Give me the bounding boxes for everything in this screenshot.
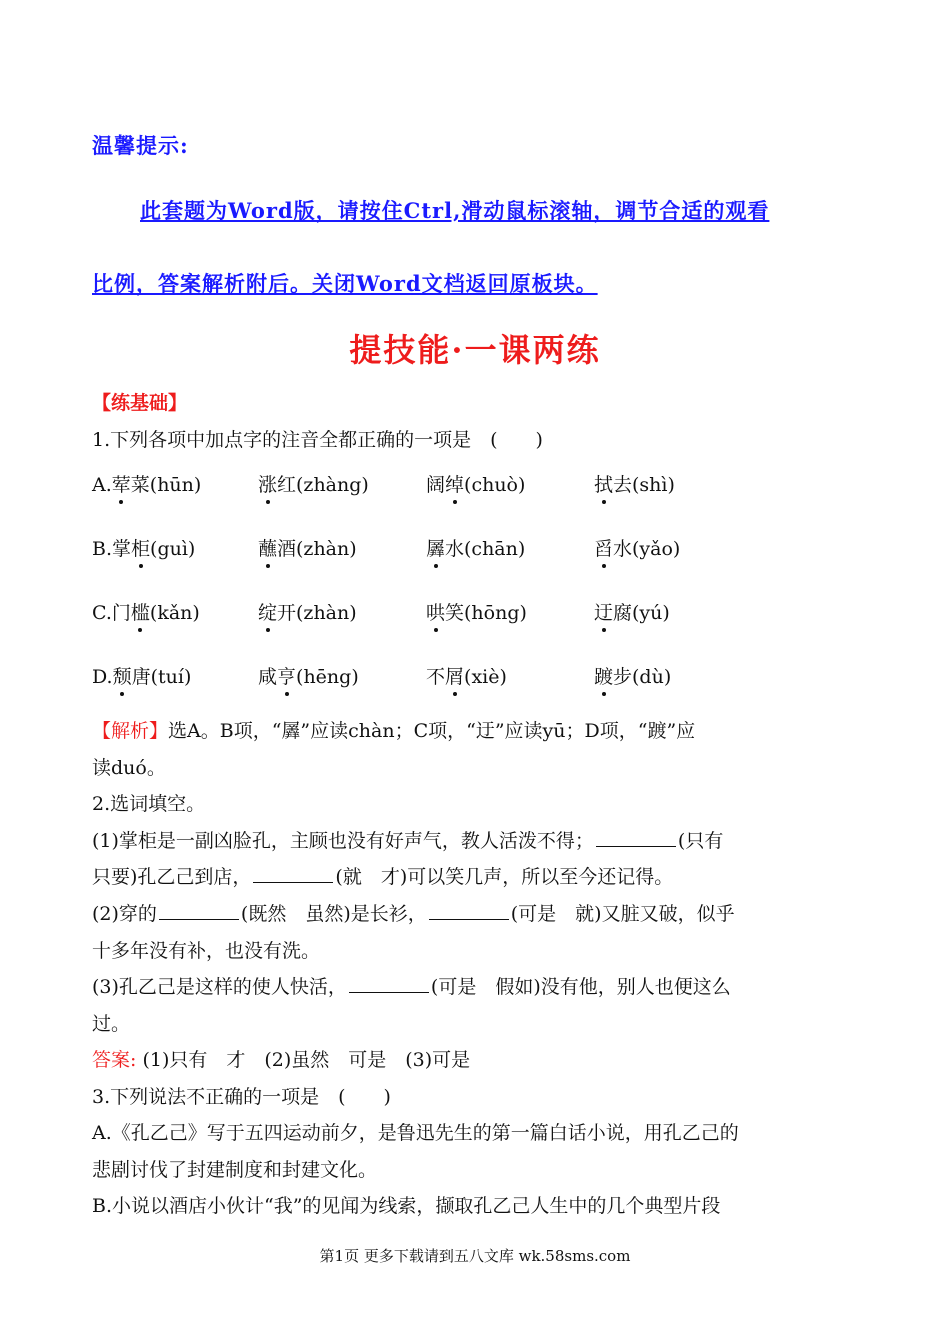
option-prefix: A.	[92, 474, 112, 496]
option-pinyin: (guì)	[150, 538, 196, 560]
option-pinyin: 红(zhàng)	[277, 474, 369, 496]
dotted-character: 蘸	[258, 534, 277, 561]
q1-option-item	[92, 598, 200, 625]
dotted-character: 亨	[277, 662, 296, 689]
option-prefix: 咸	[258, 666, 278, 688]
q2-p1b-pre: 只要)孔乙己到店，	[92, 866, 252, 888]
option-pinyin: 水(chān)	[445, 538, 526, 560]
q1-option-item	[426, 598, 527, 625]
q2-p2a-post: (可是 就)又脏又破，似乎	[510, 903, 735, 925]
q1-analysis-line-2: 读duó。	[92, 757, 166, 779]
option-prefix: C.门	[92, 602, 131, 624]
dotted-character: 哄	[426, 598, 445, 625]
dotted-character: 绰	[445, 470, 464, 497]
analysis-label: 【解析】	[92, 720, 169, 742]
option-pinyin: (hēng)	[296, 666, 359, 688]
tip-title: 温馨提示:	[92, 133, 189, 158]
q1-stem: 1.下列各项中加点字的注音全都正确的一项是 ( )	[92, 429, 543, 451]
option-prefix: 阔	[426, 474, 446, 496]
option-pinyin: 唐(tuí)	[131, 666, 192, 688]
dotted-character: 羼	[426, 534, 445, 561]
q1-option-item	[92, 662, 191, 689]
dotted-character: 绽	[258, 598, 277, 625]
dotted-character: 涨	[258, 470, 277, 497]
option-prefix: B.掌	[92, 538, 132, 560]
q2-p2a-mid: (既然 虽然)是长衫，	[240, 903, 427, 925]
tip-line-1: 此套题为Word版，请按住Ctrl,滑动鼠标滚轴，调节合适的观看	[140, 198, 770, 223]
q3-stem: 3.下列说法不正确的一项是 ( )	[92, 1086, 391, 1108]
dotted-character: 颓	[113, 662, 132, 689]
q3-option-a-line1: A.《孔乙己》写于五四运动前夕，是鲁迅先生的第一篇白话小说，用孔乙己的	[92, 1122, 739, 1144]
option-pinyin: 腐(yú)	[613, 602, 670, 624]
q1-option-item	[258, 598, 357, 625]
q2-part3-line2: 过。	[92, 1013, 131, 1035]
q2-part1-line1	[92, 826, 723, 853]
answer-blank[interactable]	[159, 901, 239, 920]
option-prefix: D.	[92, 666, 113, 688]
q2-p2a-pre: (2)穿的	[92, 903, 157, 925]
answer-blank[interactable]	[429, 901, 509, 920]
q2-p1b-post: (就 才)可以笑几声，所以至今还记得。	[335, 866, 674, 888]
option-pinyin: (xiè)	[464, 666, 507, 688]
q2-part2-line2: 十多年没有补，也没有洗。	[92, 940, 321, 962]
q1-option-item	[594, 470, 675, 497]
q1-option-item	[258, 534, 357, 561]
q1-option-item	[426, 534, 525, 561]
q2-p1a-pre: (1)掌柜是一副凶脸孔，主顾也没有好声气，教人活泼不得；	[92, 830, 594, 852]
q2-p1a-post: (只有	[677, 830, 724, 852]
q3-option-b-line1: B.小说以酒店小伙计“我”的见闻为线索，撷取孔乙己人生中的几个典型片段	[92, 1195, 721, 1217]
answer-blank[interactable]	[596, 828, 676, 847]
option-pinyin: 步(dù)	[613, 666, 672, 688]
dotted-character: 舀	[594, 534, 613, 561]
option-pinyin: 去(shì)	[613, 474, 675, 496]
section-label: 【练基础】	[92, 392, 188, 414]
q2-p3a-post: (可是 假如)没有他，别人也便这么	[430, 976, 731, 998]
q1-analysis-line-1	[92, 716, 695, 743]
q2-part3-line1	[92, 972, 731, 999]
q1-option-item	[258, 470, 369, 497]
option-pinyin: 开(zhàn)	[277, 602, 357, 624]
answer-blank[interactable]	[349, 974, 429, 993]
option-pinyin: 笑(hōng)	[445, 602, 527, 624]
q1-option-item	[594, 598, 670, 625]
option-prefix: 不	[426, 666, 446, 688]
q1-option-item	[426, 662, 507, 689]
q1-option-item	[92, 470, 201, 497]
q2-p3a-pre: (3)孔乙己是这样的使人快活，	[92, 976, 347, 998]
q2-part1-line2	[92, 862, 673, 889]
answer-label: 答案:	[92, 1049, 137, 1071]
dotted-character: 屑	[445, 662, 464, 689]
dotted-character: 拭	[594, 470, 613, 497]
q1-option-item	[426, 470, 525, 497]
page-footer: 第1页 更多下载请到五八文库 wk.58sms.com	[319, 1247, 631, 1265]
dotted-character: 荤	[112, 470, 131, 497]
dotted-character: 柜	[131, 534, 150, 561]
dotted-character: 迂	[594, 598, 613, 625]
q1-option-item	[594, 534, 680, 561]
option-pinyin: 酒(zhàn)	[277, 538, 357, 560]
answer-text: (1)只有 才 (2)虽然 可是 (3)可是	[136, 1049, 471, 1071]
dotted-character: 踱	[594, 662, 613, 689]
q2-part2-line1	[92, 899, 735, 926]
q1-option-item	[258, 662, 359, 689]
q2-answer	[92, 1045, 470, 1072]
option-pinyin: (kǎn)	[149, 602, 200, 624]
answer-blank[interactable]	[253, 864, 333, 883]
dotted-character: 槛	[131, 598, 150, 625]
analysis-text: 选A。B项，“羼”应读chàn；C项，“迂”应读yū；D项，“踱”应	[168, 720, 696, 742]
q1-option-item	[92, 534, 195, 561]
option-pinyin: (chuò)	[464, 474, 526, 496]
q3-option-a-line2: 悲剧讨伐了封建制度和封建文化。	[92, 1159, 378, 1181]
q2-stem: 2.选词填空。	[92, 793, 206, 815]
q1-option-item	[594, 662, 671, 689]
tip-line-2: 比例，答案解析附后。关闭Word文档返回原板块。	[92, 271, 598, 296]
option-pinyin: 水(yǎo)	[613, 538, 681, 560]
option-pinyin: 菜(hūn)	[130, 474, 202, 496]
main-title: 提技能·一课两练	[349, 331, 601, 369]
